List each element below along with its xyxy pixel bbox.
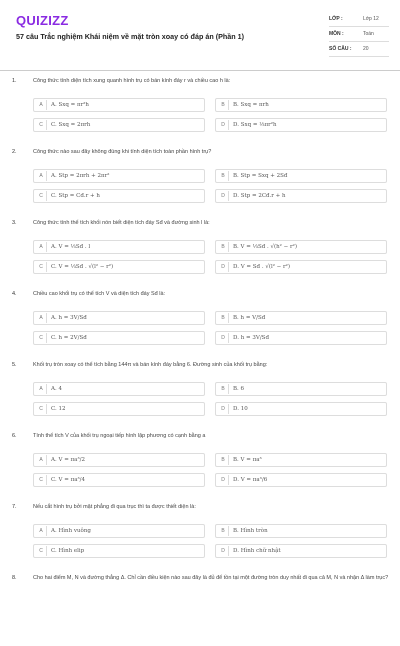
option-text: B. 6 bbox=[233, 386, 245, 392]
meta-row-subject bbox=[329, 27, 389, 42]
option-a[interactable] bbox=[33, 311, 205, 325]
option-text: B. Sxq = πrh bbox=[233, 102, 269, 108]
option-text: D. V = πa³/6 bbox=[233, 477, 268, 483]
option-letter: D bbox=[218, 120, 229, 130]
question-text: Chiều cao khối trụ có thể tích V và diện tích đáy Sđ là: bbox=[33, 291, 166, 297]
option-text: C. h = 2V/Sđ bbox=[51, 335, 87, 341]
option-text: C. Stp = Cđ.r + h bbox=[51, 193, 100, 199]
option-letter: C bbox=[36, 404, 47, 414]
option-c[interactable] bbox=[33, 260, 205, 274]
option-text: B. V = ⅓Sđ . √(h² − r²) bbox=[233, 244, 297, 250]
option-letter: A bbox=[36, 313, 47, 323]
option-d[interactable] bbox=[215, 544, 387, 558]
option-text: A. Stp = 2πrh + 2πr² bbox=[51, 173, 110, 179]
meta-value: Lớp 12 bbox=[363, 16, 379, 22]
option-text: C. V = πa³/4 bbox=[51, 477, 86, 483]
question-number: 1. bbox=[12, 78, 17, 84]
option-d[interactable] bbox=[215, 260, 387, 274]
option-d[interactable] bbox=[215, 473, 387, 487]
option-text: B. h = V/Sđ bbox=[233, 315, 266, 321]
option-b[interactable] bbox=[215, 169, 387, 183]
option-a[interactable] bbox=[33, 524, 205, 538]
option-d[interactable] bbox=[215, 402, 387, 416]
question-6 bbox=[0, 433, 400, 504]
option-letter: D bbox=[218, 546, 229, 556]
option-d[interactable] bbox=[215, 189, 387, 203]
question-2 bbox=[0, 149, 400, 220]
question-number: 7. bbox=[12, 504, 17, 510]
option-b[interactable] bbox=[215, 524, 387, 538]
meta-row-class bbox=[329, 12, 389, 27]
question-7 bbox=[0, 504, 400, 575]
option-b[interactable] bbox=[215, 382, 387, 396]
option-a[interactable] bbox=[33, 453, 205, 467]
option-letter: B bbox=[218, 242, 229, 252]
question-text: Nếu cắt hình trụ bởi mặt phẳng đi qua trục thì ta được thiết diện là: bbox=[33, 504, 196, 510]
option-text: D. 10 bbox=[233, 406, 248, 412]
question-8 bbox=[0, 575, 400, 646]
question-text: Tính thể tích V của khối trụ ngoại tiếp hình lập phương có cạnh bằng a bbox=[33, 433, 206, 439]
question-1 bbox=[0, 78, 400, 149]
option-text: D. Stp = 2Cđ.r + h bbox=[233, 193, 286, 199]
meta-key: LỚP : bbox=[329, 16, 343, 22]
option-text: A. Sxq = πr²h bbox=[51, 102, 89, 108]
option-text: A. V = πa³/2 bbox=[51, 457, 85, 463]
question-number: 4. bbox=[12, 291, 17, 297]
option-letter: A bbox=[36, 171, 47, 181]
option-letter: B bbox=[218, 526, 229, 536]
option-letter: C bbox=[36, 475, 47, 485]
meta-table bbox=[329, 12, 389, 57]
question-3 bbox=[0, 220, 400, 291]
question-number: 6. bbox=[12, 433, 17, 439]
option-letter: C bbox=[36, 333, 47, 343]
question-number: 3. bbox=[12, 220, 17, 226]
meta-key: SỐ CÂU : bbox=[329, 46, 352, 52]
option-letter: B bbox=[218, 455, 229, 465]
option-text: D. h = 3V/Sđ bbox=[233, 335, 269, 341]
option-text: C. Hình elip bbox=[51, 548, 85, 554]
option-a[interactable] bbox=[33, 382, 205, 396]
option-letter: D bbox=[218, 475, 229, 485]
option-letter: A bbox=[36, 455, 47, 465]
option-text: B. V = πa³ bbox=[233, 457, 262, 463]
question-text: Khối trụ tròn xoay có thể tích bằng 144π và bán kính đáy bằng 6. Đường sinh của khối trụ bằng: bbox=[33, 362, 268, 368]
question-text: Công thức nào sau đây không đúng khi tính diện tích toàn phần hình trụ? bbox=[33, 149, 212, 155]
option-letter: B bbox=[218, 384, 229, 394]
question-number: 8. bbox=[12, 575, 17, 581]
option-letter: C bbox=[36, 120, 47, 130]
option-c[interactable] bbox=[33, 473, 205, 487]
option-text: D. Hình chữ nhật bbox=[233, 548, 281, 554]
option-letter: B bbox=[218, 171, 229, 181]
option-letter: D bbox=[218, 191, 229, 201]
option-text: C. Sxq = 2πrh bbox=[51, 122, 91, 128]
question-text: Cho hai điểm M, N và đường thẳng Δ. Chỉ cần điều kiện nào sau đây là đủ để tồn tại một đường tròn duy nhất đi qua cả M, N và nhận Δ làm trục? bbox=[33, 575, 389, 581]
option-letter: A bbox=[36, 384, 47, 394]
option-c[interactable] bbox=[33, 402, 205, 416]
option-b[interactable] bbox=[215, 98, 387, 112]
option-letter: C bbox=[36, 546, 47, 556]
option-letter: D bbox=[218, 262, 229, 272]
document-header bbox=[0, 0, 400, 71]
page-title: 57 câu Trắc nghiệm Khái niệm về mặt tròn xoay có đáp án (Phần 1) bbox=[16, 32, 245, 41]
question-text: Công thức tính thể tích khối nón biết diện tích đáy Sđ và đường sinh l là: bbox=[33, 220, 210, 226]
option-b[interactable] bbox=[215, 240, 387, 254]
option-letter: D bbox=[218, 333, 229, 343]
option-letter: A bbox=[36, 526, 47, 536]
option-letter: C bbox=[36, 262, 47, 272]
option-b[interactable] bbox=[215, 311, 387, 325]
option-text: C. V = ⅓Sđ . √(l² − r²) bbox=[51, 264, 114, 270]
meta-row-count bbox=[329, 42, 389, 57]
option-letter: D bbox=[218, 404, 229, 414]
question-list bbox=[0, 78, 400, 646]
option-text: D. Sxq = ⅓πr²h bbox=[233, 122, 277, 128]
option-text: A. h = 3V/Sđ bbox=[51, 315, 87, 321]
option-letter: A bbox=[36, 242, 47, 252]
option-c[interactable] bbox=[33, 544, 205, 558]
option-c[interactable] bbox=[33, 118, 205, 132]
question-5 bbox=[0, 362, 400, 433]
option-letter: B bbox=[218, 100, 229, 110]
option-a[interactable] bbox=[33, 98, 205, 112]
option-c[interactable] bbox=[33, 331, 205, 345]
meta-value: Toán bbox=[363, 31, 374, 37]
option-b[interactable] bbox=[215, 453, 387, 467]
option-text: D. V = Sđ . √(l² − r²) bbox=[233, 264, 291, 270]
option-a[interactable] bbox=[33, 169, 205, 183]
option-text: B. Stp = Sxq + 2Sđ bbox=[233, 173, 288, 179]
option-text: A. Hình vuông bbox=[51, 528, 91, 534]
option-letter: B bbox=[218, 313, 229, 323]
question-number: 5. bbox=[12, 362, 17, 368]
question-number: 2. bbox=[12, 149, 17, 155]
option-letter: C bbox=[36, 191, 47, 201]
option-text: C. 12 bbox=[51, 406, 66, 412]
meta-value: 20 bbox=[363, 46, 369, 52]
option-c[interactable] bbox=[33, 189, 205, 203]
question-4 bbox=[0, 291, 400, 362]
option-d[interactable] bbox=[215, 118, 387, 132]
option-text: A. 4 bbox=[51, 386, 62, 392]
quizizz-logo: QUIZIZZ bbox=[16, 13, 69, 28]
meta-key: MÔN : bbox=[329, 31, 344, 37]
question-text: Công thức tính diện tích xung quanh hình trụ có bán kính đáy r và chiều cao h là: bbox=[33, 78, 231, 84]
option-d[interactable] bbox=[215, 331, 387, 345]
option-a[interactable] bbox=[33, 240, 205, 254]
option-letter: A bbox=[36, 100, 47, 110]
option-text: B. Hình tròn bbox=[233, 528, 268, 534]
option-text: A. V = ⅓Sđ . l bbox=[51, 244, 91, 250]
